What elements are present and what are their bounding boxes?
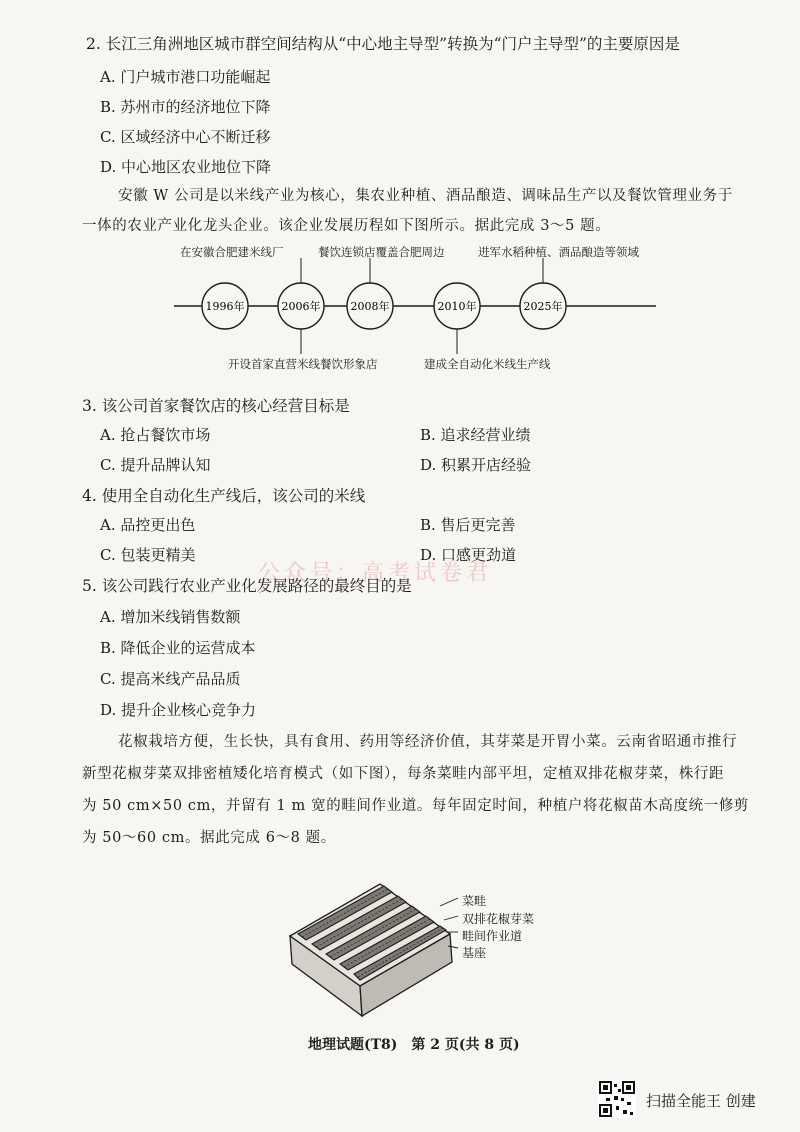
page-footer: 地理试题(T8) 第 2 页(共 8 页): [308, 1037, 520, 1053]
q2-option-a: A. 门户城市港口功能崛起: [100, 68, 271, 86]
q3-option-c: C. 提升品牌认知: [100, 456, 211, 474]
q2-option-d: D. 中心地区农业地位下降: [100, 158, 272, 176]
q2-option-c: C. 区域经济中心不断迁移: [100, 128, 271, 146]
timeline-label-2010: 建成全自动化米线生产线: [424, 357, 551, 371]
year-node-2010: [434, 283, 480, 329]
q5-option-d: D. 提升企业核心竞争力: [100, 701, 257, 719]
intro2-line2: 新型花椒芽菜双排密植矮化培育模式（如下图），每条菜畦内部平坦，定植双排花椒芽菜，株行距: [82, 766, 725, 782]
year-label-2025: 2025年: [523, 300, 563, 313]
scanner-brand: 扫描全能王 创建: [646, 1092, 756, 1110]
diagram-label-base: 基座: [462, 946, 487, 960]
year-label-2006: 2006年: [281, 300, 321, 313]
q3-option-b: B. 追求经营业绩: [420, 426, 531, 444]
diagram-label-sprouts: 双排花椒芽菜: [462, 912, 535, 926]
year-label-2010: 2010年: [437, 300, 477, 313]
q3-option-d: D. 积累开店经验: [420, 456, 532, 474]
qr-code-icon: [598, 1080, 636, 1118]
intro2-line1: 花椒栽培方便，生长快，具有食用、药用等经济价值，其芽菜是开胃小菜。云南省昭通市推行: [118, 734, 738, 750]
year-node-2008: [347, 283, 393, 329]
q2-option-b: B. 苏州市的经济地位下降: [100, 98, 271, 116]
q4-option-d: D. 口感更劲道: [420, 546, 517, 564]
q4-option-b: B. 售后更完善: [420, 516, 516, 534]
timeline-label-1996: 在安徽合肥建米线厂: [180, 245, 284, 259]
intro2-line4: 为 50～60 cm。据此完成 6～8 题。: [82, 830, 336, 846]
q5-option-c: C. 提高米线产品品质: [100, 670, 241, 688]
year-node-1996: [202, 283, 248, 329]
year-node-2006: [278, 283, 324, 329]
q2-stem: 2. 长江三角洲地区城市群空间结构从“中心地主导型”转换为“门户主导型”的主要原因是: [86, 35, 680, 53]
timeline-label-2006: 开设首家直营米线餐饮形象店: [228, 357, 378, 371]
intro2-line3: 为 50 cm×50 cm，并留有 1 m 宽的畦间作业道。每年固定时间，种植户将花椒苗木高度统一修剪: [82, 798, 750, 814]
q3-stem: 3. 该公司首家餐饮店的核心经营目标是: [82, 397, 350, 415]
watermark: 公众号：高考试卷君: [258, 561, 493, 586]
intro1-line2: 一体的农业产业化龙头企业。该企业发展历程如下图所示。据此完成 3～5 题。: [82, 218, 611, 234]
timeline-label-2008: 餐饮连锁店覆盖合肥周边: [318, 245, 445, 259]
year-label-1996: 1996年: [205, 300, 245, 313]
intro1-line1: 安徽 W 公司是以米线产业为核心，集农业种植、酒品酿造、调味品生产以及餐饮管理业务于: [118, 188, 733, 204]
q5-option-b: B. 降低企业的运营成本: [100, 639, 256, 657]
year-node-2025: [520, 283, 566, 329]
q5-stem: 5. 该公司践行农业产业化发展路径的最终目的是: [82, 577, 412, 595]
q3-option-a: A. 抢占餐饮市场: [100, 426, 211, 444]
diagram-label-path: 畦间作业道: [462, 929, 523, 943]
q4-option-a: A. 品控更出色: [100, 516, 196, 534]
year-label-2008: 2008年: [350, 300, 390, 313]
diagram-label-ridge: 菜畦: [462, 894, 487, 908]
timeline-label-2025: 进军水稻种植、酒品酿造等领域: [478, 245, 639, 259]
q4-option-c: C. 包装更精美: [100, 546, 196, 564]
ridge-bed-diagram: [280, 876, 460, 1026]
q4-stem: 4. 使用全自动化生产线后，该公司的米线: [82, 487, 366, 505]
q5-option-a: A. 增加米线销售数额: [100, 608, 241, 626]
